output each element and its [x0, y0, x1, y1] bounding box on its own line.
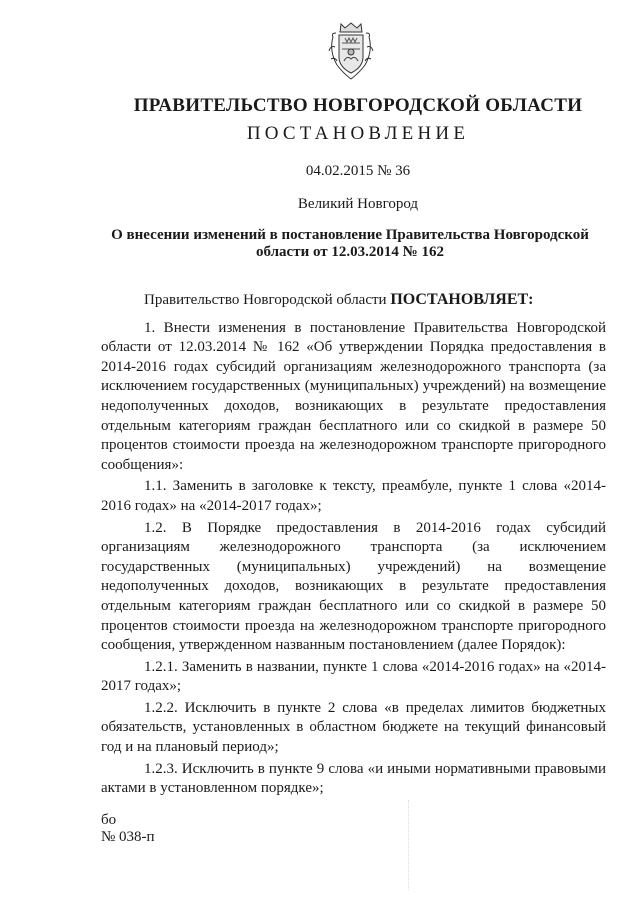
lead-prefix: Правительство Новгородской области: [144, 292, 391, 308]
document-date-number: 04.02.2015 № 36: [305, 163, 411, 179]
paragraph-1: 1. Внести изменения в постановление Правительства Новгородской области от 12.03.2014 № 162 «Об утверждении Порядка предоставления в 2014-2016 годах субсидий организациям железнодорожного транспорта (за исключением государственных (муниципальных) учреждений) на возмещение недополученных доходов, возникающих в результате предоставления отдельным категориям граждан бесплатного или со скидкой в размере 50 процентов стоимости проезда на железнодорожном транспорте пригородного сообщения»:: [101, 319, 606, 473]
lead-decree: ПОСТАНОВЛЯЕТ:: [390, 291, 534, 308]
paragraph-1-1: 1.1. Заменить в заголовке к тексту, преамбуле, пункте 1 слова «2014-2016 годах» на «2014-2017 годах»;: [101, 478, 606, 514]
paragraph-1-2: 1.2. В Порядке предоставления в 2014-2016 годах субсидий организациям железнодорожного транспорта (за исключением государственных (муниципальных) учреждений) на возмещение недополученных доходов, возникающих в результате предоставления отдельным категориям граждан бесплатного или со скидкой в размере 50 процентов стоимости проезда на железнодорожном транспорте пригородного сообщения, утвержденном названным постановлением (далее Порядок):: [101, 519, 606, 654]
subject-line-2: области от 12.03.2014 № 162: [256, 244, 444, 260]
scan-artifact-line: [408, 800, 409, 890]
document-subject: [110, 227, 590, 261]
document-footer: [101, 812, 155, 846]
paragraph-1-2-3: 1.2.3. Исключить в пункте 9 слова «и иными нормативными правовыми актами в установленном порядке»;: [101, 760, 606, 797]
footer-registry-number: № 038-п: [101, 829, 155, 845]
organization-title: ПРАВИТЕЛЬСТВО НОВГОРОДСКОЙ ОБЛАСТИ: [133, 95, 583, 116]
paragraph-1-2-2: 1.2.2. Исключить в пункте 2 слова «в пределах лимитов бюджетных обязательств, установленных в областном бюджете на текущий финансовый год и на плановый период»;: [101, 699, 606, 756]
document-type: ПОСТАНОВЛЕНИЕ: [246, 123, 470, 144]
footer-initials: бо: [101, 812, 117, 828]
paragraph-1-2-1: 1.2.1. Заменить в названии, пункте 1 слова «2014-2016 годах» на «2014-2017 годах»;: [101, 658, 606, 695]
resolution-lead: [101, 290, 606, 311]
document-body: [101, 290, 606, 801]
coat-of-arms-icon: [327, 21, 375, 83]
document-city: Великий Новгород: [297, 196, 419, 212]
subject-line-1: О внесении изменений в постановление Правительства Новгородской: [111, 227, 589, 243]
